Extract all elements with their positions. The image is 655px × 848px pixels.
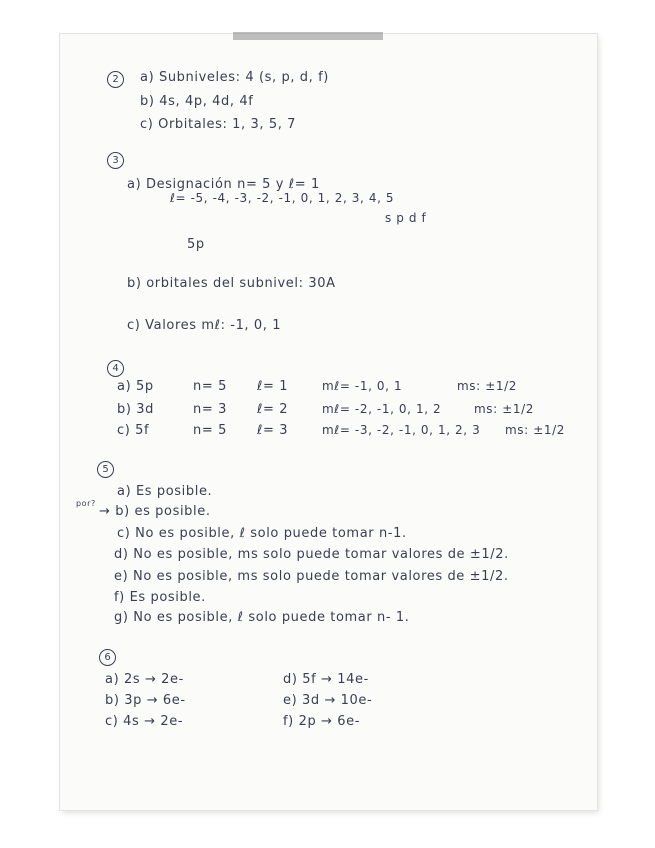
s5-line-d: d) No es posible, ms solo puede tomar valores de ±1/2. [114, 547, 509, 562]
s3-line-c: c) Valores mℓ: -1, 0, 1 [127, 318, 282, 333]
section-number-6: 6 [99, 649, 116, 666]
s5-line-a: a) Es posible. [117, 484, 213, 499]
s6-line-d: d) 5f → 14e- [283, 672, 369, 687]
s4-r1-label: a) 5p [117, 379, 154, 394]
s4-r2-ms: ms: ±1/2 [474, 402, 534, 416]
section-number-3: 3 [107, 152, 124, 169]
s2-line-a: a) Subniveles: 4 (s, p, d, f) [140, 70, 329, 85]
section-number-5: 5 [97, 461, 114, 478]
s2-line-c: c) Orbitales: 1, 3, 5, 7 [140, 117, 297, 132]
s6-line-c: c) 4s → 2e- [105, 714, 184, 729]
s5-line-f: f) Es posible. [114, 590, 206, 605]
s5-line-b: → b) es posible. [99, 504, 211, 519]
section-number-2: 2 [107, 71, 124, 88]
s6-line-a: a) 2s → 2e- [105, 672, 184, 687]
s4-r2-m: mℓ= -2, -1, 0, 1, 2 [322, 402, 442, 416]
s6-line-e: e) 3d → 10e- [283, 693, 373, 708]
s4-r1-m: mℓ= -1, 0, 1 [322, 379, 403, 393]
section-number-4: 4 [107, 360, 124, 377]
s5-margin-note: por? [76, 499, 96, 508]
s3-sp: 5p [187, 237, 205, 252]
s4-r3-n: n= 5 [193, 423, 227, 438]
s4-r2-l: ℓ= 2 [257, 402, 289, 417]
s3-line-b: b) orbitales del subnivel: 30A [127, 276, 336, 291]
s4-r3-m: mℓ= -3, -2, -1, 0, 1, 2, 3 [322, 423, 481, 437]
header-strip [233, 32, 383, 40]
s4-r3-label: c) 5f [117, 423, 150, 438]
s4-r3-l: ℓ= 3 [257, 423, 289, 438]
s6-line-f: f) 2p → 6e- [283, 714, 361, 729]
s5-line-g: g) No es posible, ℓ solo puede tomar n- 1. [114, 610, 410, 625]
s4-r2-n: n= 3 [193, 402, 227, 417]
s5-line-e: e) No es posible, ms solo puede tomar valores de ±1/2. [114, 569, 509, 584]
s2-line-b: b) 4s, 4p, 4d, 4f [140, 94, 254, 109]
s4-r1-l: ℓ= 1 [257, 379, 289, 394]
s4-r2-label: b) 3d [117, 402, 154, 417]
s4-r1-n: n= 5 [193, 379, 227, 394]
s5-line-c: c) No es posible, ℓ solo puede tomar n-1. [117, 526, 407, 541]
s3-l-values: ℓ= -5, -4, -3, -2, -1, 0, 1, 2, 3, 4, 5 [170, 191, 395, 205]
s6-line-b: b) 3p → 6e- [105, 693, 186, 708]
s3-spdf: s p d f [385, 211, 427, 225]
s3-line-a: a) Designación n= 5 y ℓ= 1 [127, 177, 320, 192]
s4-r1-ms: ms: ±1/2 [457, 379, 517, 393]
s4-r3-ms: ms: ±1/2 [505, 423, 565, 437]
